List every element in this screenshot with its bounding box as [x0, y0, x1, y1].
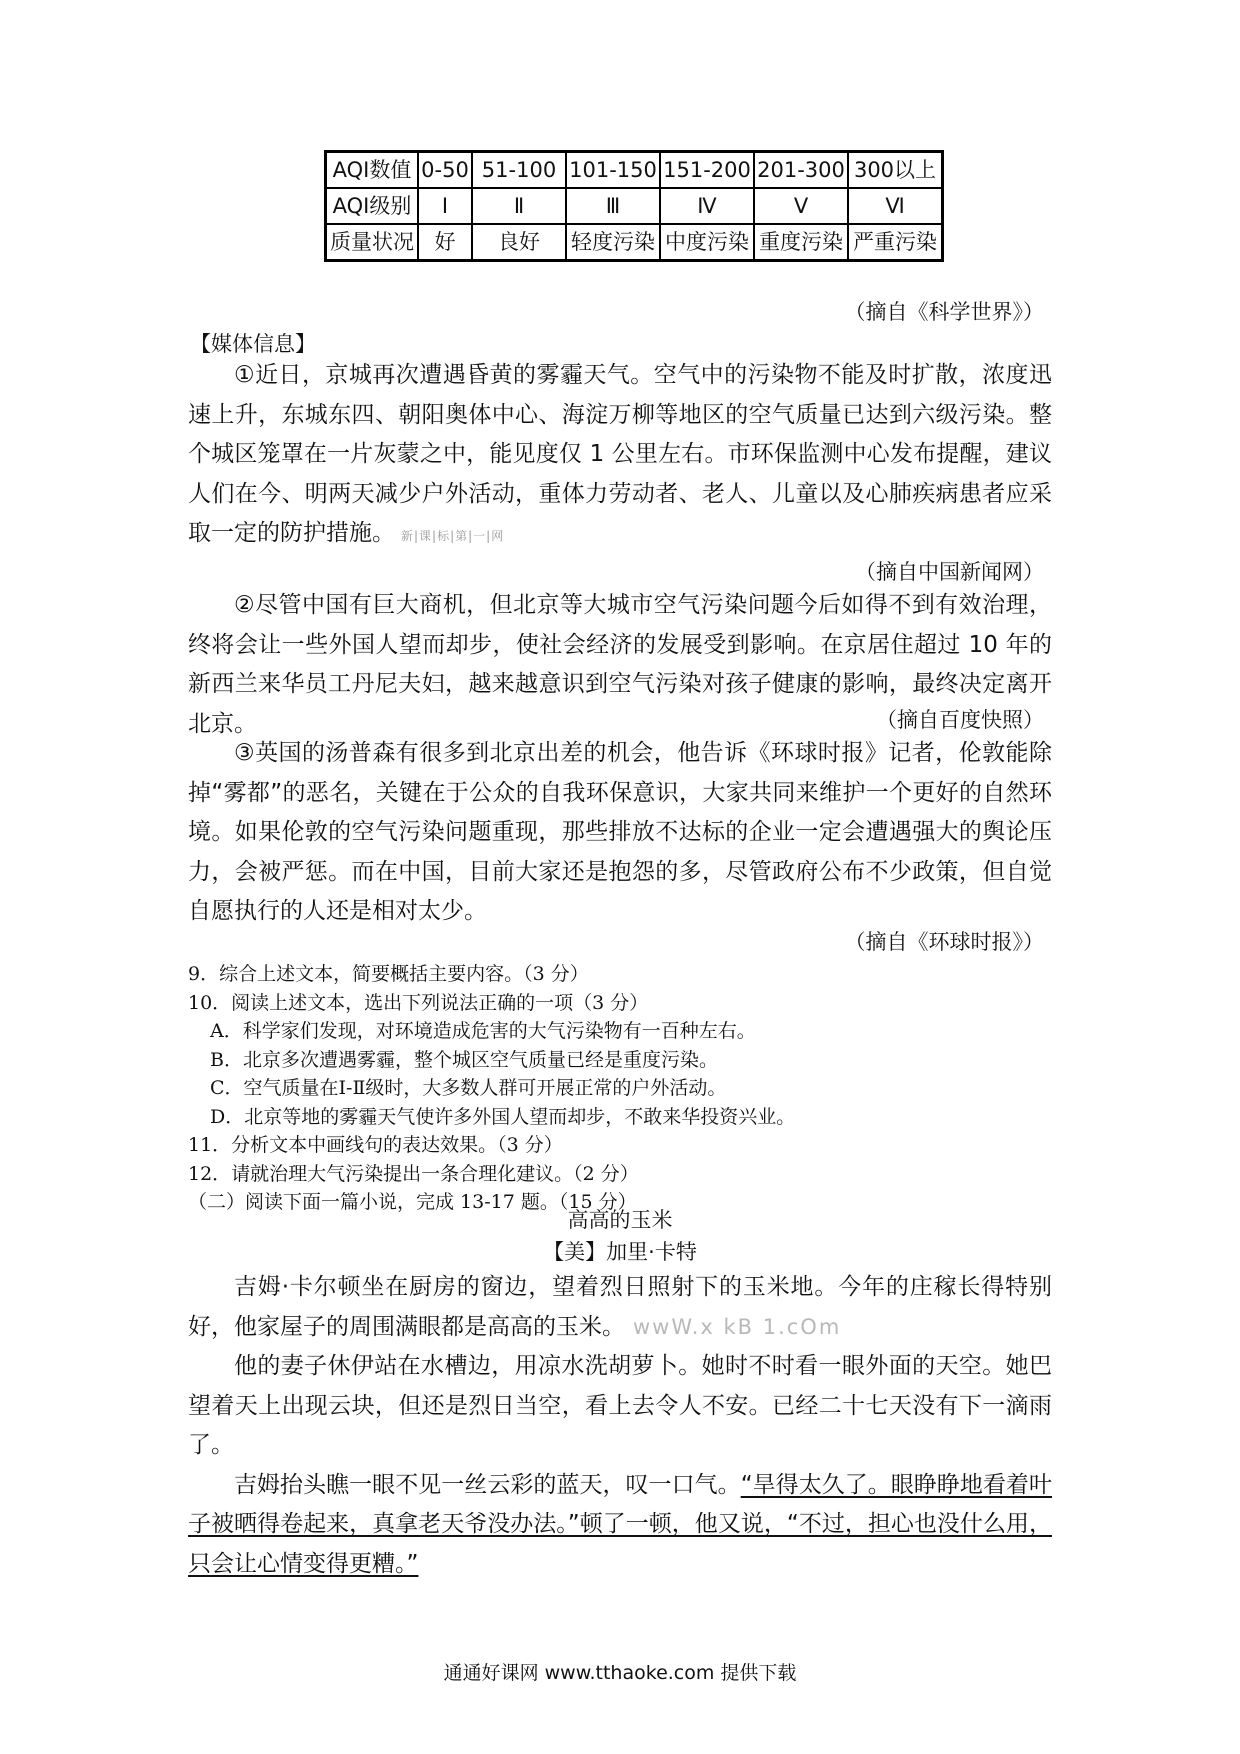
- table-cell: Ⅳ: [660, 188, 754, 224]
- table-cell: 0-50: [418, 152, 472, 189]
- aqi-table: [324, 150, 944, 262]
- question-10: 10．阅读上述文本，选出下列说法正确的一项（3 分）: [188, 991, 649, 1014]
- media-paragraph: [188, 356, 1052, 557]
- table-cell: 中度污染: [660, 224, 754, 261]
- footer-text: 通通好课网 www.tthaoke.com 提供下载: [443, 1662, 797, 1684]
- question-9: 9．综合上述文本，简要概括主要内容。（3 分）: [188, 963, 589, 985]
- source-citation: （摘自《科学世界》）: [844, 300, 1044, 324]
- option-a: A．科学家们发现，对环境造成危害的大气污染物有一百种左右。: [210, 1020, 756, 1042]
- table-row: [326, 224, 943, 261]
- table-cell: Ⅲ: [566, 188, 660, 224]
- table-cell: 51-100: [472, 152, 566, 189]
- watermark-text: 新|课|标|第|一|网: [401, 529, 505, 543]
- question-12: 12．请就治理大气污染提出一条合理化建议。（2 分）: [188, 1162, 639, 1185]
- table-cell: 101-150: [566, 152, 660, 189]
- watermark-text: wwW.x kB 1.cOm: [633, 1314, 842, 1339]
- source-citation: （摘自中国新闻网）: [855, 560, 1044, 584]
- table-cell: 轻度污染: [566, 224, 660, 261]
- section-heading: 【媒体信息】: [190, 332, 316, 356]
- source-citation: （摘自《环球时报》）: [844, 930, 1044, 954]
- table-cell: 300以上: [848, 152, 943, 189]
- story-body: [188, 1268, 1052, 1584]
- source-citation: （摘自百度快照）: [876, 708, 1044, 732]
- table-cell: 201-300: [754, 152, 848, 189]
- table-cell: Ⅰ: [418, 188, 472, 224]
- table-cell: Ⅱ: [472, 188, 566, 224]
- table-cell: 严重污染: [848, 224, 943, 261]
- table-cell: 质量状况: [326, 224, 419, 261]
- story-title: 高高的玉米: [567, 1208, 673, 1232]
- option-d: D．北京等地的雾霾天气使许多外国人望而却步，不敢来华投资兴业。: [210, 1105, 796, 1128]
- paragraph-text: ③英国的汤普森有很多到北京出差的机会，他告诉《环球时报》记者，伦敦能除掉“雾都”的恶名，关键在于公众的自我环保意识，大家共同来维护一个更好的自然环境。如果伦敦的空气污染问题重现，那些排放不达标的企业一定会遭遇强大的舆论压力，会被严惩。而在中国，目前大家还是抱怨的多，尽管政府公布不少政策，但自觉自愿执行的人还是相对太少。: [188, 740, 1052, 924]
- paragraph-text: 吉姆抬头瞧一眼不见一丝云彩的蓝天，叹一口气。: [234, 1471, 741, 1498]
- paragraph-text: 吉姆·卡尔顿坐在厨房的窗边，望着烈日照射下的玉米地。今年的庄稼长得特别好，他家屋子的周围满眼都是高高的玉米。: [188, 1274, 1052, 1340]
- table-cell: Ⅵ: [848, 188, 943, 224]
- table-cell: 好: [418, 224, 472, 261]
- table-cell: AQI数值: [326, 152, 419, 189]
- underlined-sentence: “旱得太久了。眼睁睁地看着叶子被晒得卷起来，真拿老天爷没办法。”顿了一顿，他又说，“不过，担心也没什么用，只会让心情变得更糟。”: [188, 1471, 1053, 1577]
- questions-block: [188, 960, 795, 1217]
- paragraph-text: ①近日，京城再次遭遇昏黄的雾霾天气。空气中的污染物不能及时扩散，浓度迅速上升，东城东四、朝阳奥体中心、海淀万柳等地区的空气质量已达到六级污染。整个城区笼罩在一片灰蒙之中，能见度仅 1 公里左右。市环保监测中心发布提醒，建议人们在今、明两天减少户外活动，重体力劳动者、老人、儿童以及心肺疾病患者应采取一定的防护措施。: [188, 362, 1052, 546]
- table-cell: 151-200: [660, 152, 754, 189]
- table-cell: AQI级别: [326, 188, 419, 224]
- story-author: 【美】加里·卡特: [543, 1240, 697, 1264]
- table-row: [326, 152, 943, 189]
- section-two-heading: （二）阅读下面一篇小说，完成 13-17 题。（15 分）: [188, 1191, 637, 1213]
- paragraph-text: 他的妻子休伊站在水槽边，用凉水洗胡萝卜。她时不时看一眼外面的天空。她巴望着天上出现云块，但还是烈日当空，看上去令人不安。已经二十七天没有下一滴雨了。: [188, 1353, 1052, 1458]
- media-paragraph: [188, 734, 1052, 932]
- table-row: [326, 188, 943, 224]
- question-11: 11．分析文本中画线句的表达效果。（3 分）: [188, 1134, 563, 1156]
- table-cell: Ⅴ: [754, 188, 848, 224]
- table-cell: 重度污染: [754, 224, 848, 261]
- paragraph-text: ②尽管中国有巨大商机，但北京等大城市空气污染问题今后如得不到有效治理，终将会让一些外国人望而却步，使社会经济的发展受到影响。在京居住超过 10 年的新西兰来华员工丹尼夫妇，越来越意识到空气污染对孩子健康的影响，最终决定离开北京。: [188, 592, 1052, 737]
- table-cell: 良好: [472, 224, 566, 261]
- option-c: C．空气质量在Ⅰ-Ⅱ级时，大多数人群可开展正常的户外活动。: [210, 1077, 727, 1099]
- option-b: B．北京多次遭遇雾霾，整个城区空气质量已经是重度污染。: [210, 1048, 718, 1071]
